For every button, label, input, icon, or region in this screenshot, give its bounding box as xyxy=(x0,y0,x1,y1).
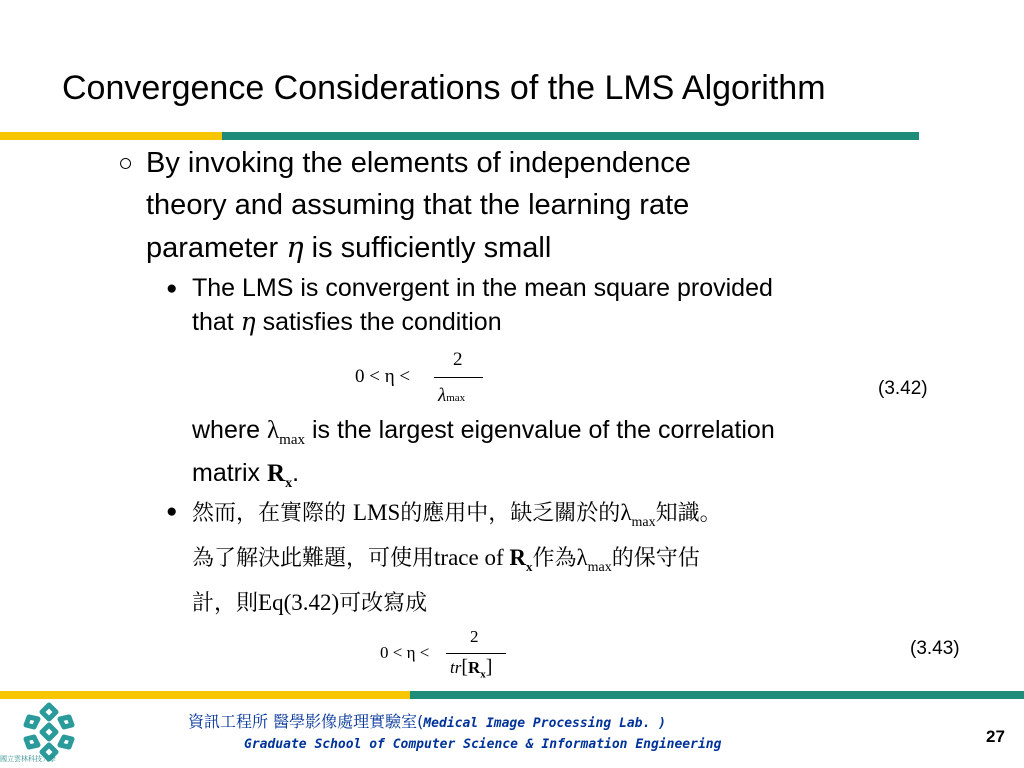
footer-lab-name xyxy=(188,709,666,732)
lambda-symbol: λ xyxy=(576,545,588,570)
sub-bullet-1-line-2-post: satisfies the condition xyxy=(255,308,502,336)
main-bullet-text xyxy=(146,142,906,269)
main-bullet-line-3-pre: parameter xyxy=(146,232,287,264)
logo-caption: 國立雲林科技大學 xyxy=(0,756,56,763)
cjk-text: 作為 xyxy=(532,546,577,571)
fraction-bar xyxy=(434,377,483,378)
equation-number-3-43: (3.43) xyxy=(910,638,960,659)
top-yellow-bar xyxy=(0,132,222,140)
lms-text: LMS xyxy=(353,500,401,525)
main-bullet-line-3-post: is sufficiently small xyxy=(303,232,552,264)
where-post: is the largest eigenvalue of the correlation xyxy=(305,416,775,444)
matrix-R-subscript: x xyxy=(525,559,533,574)
equation-3-42-numerator: 2 xyxy=(453,349,463,370)
main-bullet-line-2: theory and assuming that the learning rate xyxy=(146,189,690,221)
matrix-R-subscript: x xyxy=(480,668,486,681)
cjk-text: 的應用中，缺乏關於的 xyxy=(400,501,621,526)
sub-bullet-2-line-3 xyxy=(192,585,722,621)
matrix-R-subscript: x xyxy=(285,476,293,491)
cjk-text: 知識。 xyxy=(655,501,722,526)
equation-3-43-numerator: 2 xyxy=(470,627,479,646)
matrix-R: R xyxy=(468,658,481,677)
footer-lab-cjk: 資訊工程所 醫學影像處理實驗室( xyxy=(188,712,424,731)
trace-text: trace of xyxy=(434,545,510,570)
page-number: 27 xyxy=(986,727,1005,746)
equation-3-43-lhs: 0 < η < xyxy=(380,643,430,662)
hollow-circle-icon: ○ xyxy=(118,149,134,177)
trace-operator: tr xyxy=(450,658,462,677)
main-bullet-line-3 xyxy=(146,226,906,269)
sub-bullet-2-line-2 xyxy=(192,540,722,585)
max-subscript: max xyxy=(446,392,466,404)
equation-number-3-42: (3.42) xyxy=(878,378,928,399)
max-subscript: max xyxy=(631,515,656,530)
sub-bullet-1-line-1: The LMS is convergent in the mean square provided xyxy=(192,274,773,302)
equation-3-42-lhs xyxy=(355,366,410,388)
footer-school-name: Graduate School of Computer Science & Information Engineering xyxy=(244,737,722,752)
sub-bullet-2-line-1 xyxy=(192,495,722,540)
bottom-teal-bar xyxy=(410,691,1024,699)
cjk-text: 然而，在實際的 xyxy=(192,501,353,526)
eq-lhs: 0 < η < xyxy=(355,366,411,387)
equation-3-42-denominator xyxy=(438,385,465,407)
fraction-bar xyxy=(446,653,506,654)
eq-ref-text: Eq(3.42) xyxy=(258,590,340,615)
where-pre: where xyxy=(192,416,268,444)
cjk-text: 為了解決此難題，可使用 xyxy=(192,546,435,571)
matrix-label: matrix xyxy=(192,459,267,487)
period: . xyxy=(292,459,300,487)
where-line-1 xyxy=(192,414,775,457)
cjk-text: 的保守估 xyxy=(611,546,700,571)
lambda-symbol: λ xyxy=(438,385,447,406)
main-bullet-line-1: By invoking the elements of independence xyxy=(146,147,691,179)
lambda-symbol: λ xyxy=(620,500,632,525)
cjk-text: 計，則 xyxy=(192,591,259,616)
max-subscript: max xyxy=(587,560,612,575)
filled-circle-icon: ● xyxy=(166,501,178,522)
where-line-2 xyxy=(192,457,775,500)
slide-title: Convergence Considerations of the LMS Algorithm xyxy=(62,69,826,107)
matrix-R: R xyxy=(509,545,526,570)
sub-bullet-1-line-2-pre: that xyxy=(192,308,241,336)
left-bracket: [ xyxy=(461,656,469,678)
footer-lab-en: Medical Image Processing Lab. ) xyxy=(423,716,666,731)
lambda-symbol: λ xyxy=(267,417,280,444)
max-subscript: max xyxy=(279,432,305,448)
equation-3-43-denominator xyxy=(450,656,492,680)
matrix-R: R xyxy=(267,460,286,487)
sub-bullet-1-line-2 xyxy=(192,305,773,339)
filled-circle-icon: ● xyxy=(166,278,178,299)
right-bracket: ] xyxy=(485,656,493,678)
eta-symbol: η xyxy=(240,307,256,336)
cjk-text: 可改寫成 xyxy=(339,591,428,616)
top-teal-bar xyxy=(222,132,919,140)
where-text xyxy=(192,414,775,500)
eta-symbol: η xyxy=(286,230,304,264)
